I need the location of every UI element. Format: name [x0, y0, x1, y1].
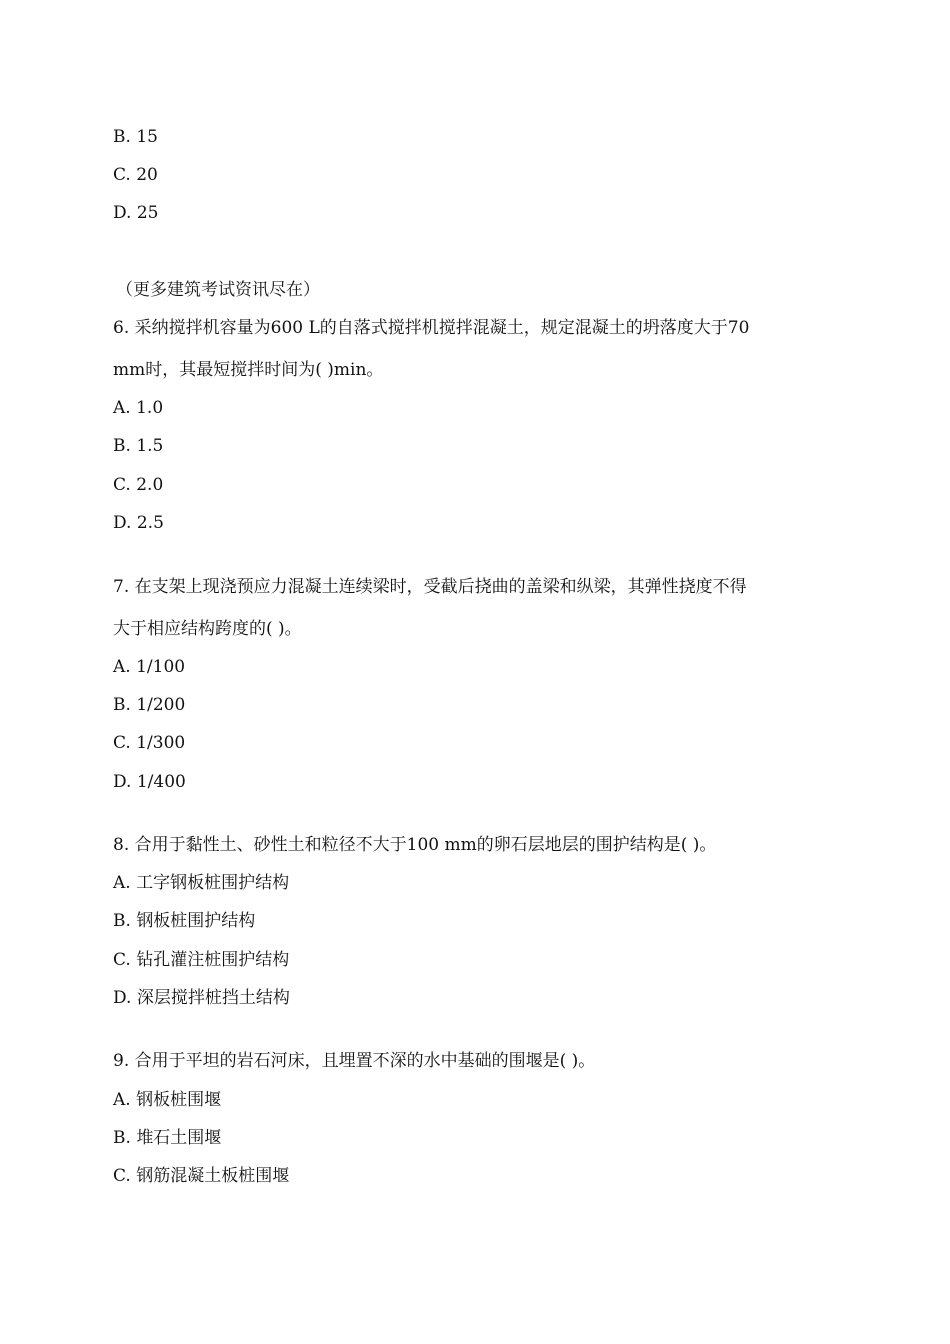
question-stem-line: 合用于黏性土、砂性土和粒径不大于100 mm的卵石层地层的围护结构是( )。 [134, 835, 717, 855]
option-line [113, 873, 289, 893]
option-text: 2.0 [136, 475, 164, 495]
option-label: A. [113, 1090, 131, 1110]
option-line [113, 203, 158, 223]
option-label: A. [113, 398, 131, 418]
option-label: B. [113, 1128, 131, 1148]
option-label: B. [113, 436, 131, 456]
option-text: 2.5 [136, 513, 164, 533]
question-stem [113, 577, 747, 597]
question-stem-line: 合用于平坦的岩石河床，且埋置不深的水中基础的围堰是( )。 [134, 1051, 596, 1071]
option-label: B. [113, 911, 131, 931]
option-text: 1/400 [136, 772, 186, 792]
option-line [113, 733, 185, 753]
option-text: 工字钢板桩围护结构 [136, 873, 290, 893]
question-stem-line: 在支架上现浇预应力混凝土连续梁时，受截后挠曲的盖梁和纵梁，其弹性挠度不得 [134, 577, 747, 597]
option-label: B. [113, 127, 131, 147]
option-label: A. [113, 657, 131, 677]
option-label: C. [113, 165, 131, 185]
option-line [113, 127, 158, 147]
option-line [113, 398, 163, 418]
promo-note: （更多建筑考试资讯尽在） [116, 280, 320, 300]
option-text: 1.0 [136, 398, 164, 418]
question-number: 8. [113, 835, 130, 855]
option-text: 1/300 [136, 733, 186, 753]
option-text: 20 [136, 165, 158, 185]
question-number: 9. [113, 1051, 130, 1071]
option-text: 1/100 [136, 657, 186, 677]
option-line [113, 1090, 221, 1110]
option-line [113, 165, 158, 185]
option-text: 25 [136, 203, 159, 223]
option-label: D. [113, 772, 132, 792]
option-label: C. [113, 733, 131, 753]
question-stem-line: 采纳搅拌机容量为600 L的自落式搅拌机搅拌混凝土，规定混凝土的坍落度大于70 [134, 318, 750, 338]
option-text: 钻孔灌注桩围护结构 [136, 950, 290, 970]
option-label: D. [113, 203, 132, 223]
question-stem [113, 1051, 595, 1071]
option-line [113, 1166, 289, 1186]
question-stem [113, 835, 716, 855]
option-line [113, 436, 163, 456]
option-text: 钢板桩围堰 [136, 1090, 222, 1110]
question-stem-line: 大于相应结构跨度的( )。 [113, 619, 302, 639]
option-label: D. [113, 513, 132, 533]
option-line [113, 772, 186, 792]
option-line [113, 657, 185, 677]
option-label: C. [113, 475, 131, 495]
option-line [113, 475, 163, 495]
option-line [113, 950, 289, 970]
question-number: 6. [113, 318, 130, 338]
option-label: D. [113, 988, 132, 1008]
option-text: 钢筋混凝土板桩围堰 [136, 1166, 290, 1186]
option-label: B. [113, 695, 131, 715]
option-text: 15 [136, 127, 158, 147]
option-line [113, 911, 255, 931]
option-text: 1/200 [136, 695, 186, 715]
option-text: 深层搅拌桩挡土结构 [136, 988, 290, 1008]
option-line [113, 988, 290, 1008]
option-label: A. [113, 873, 131, 893]
option-text: 堆石土围堰 [136, 1128, 222, 1148]
option-text: 1.5 [136, 436, 164, 456]
question-number: 7. [113, 577, 130, 597]
option-line [113, 513, 164, 533]
option-label: C. [113, 950, 131, 970]
option-line [113, 1128, 221, 1148]
question-stem-line: mm时，其最短搅拌时间为( )min。 [113, 360, 384, 380]
option-label: C. [113, 1166, 131, 1186]
option-text: 钢板桩围护结构 [136, 911, 256, 931]
question-stem [113, 318, 749, 338]
option-line [113, 695, 185, 715]
